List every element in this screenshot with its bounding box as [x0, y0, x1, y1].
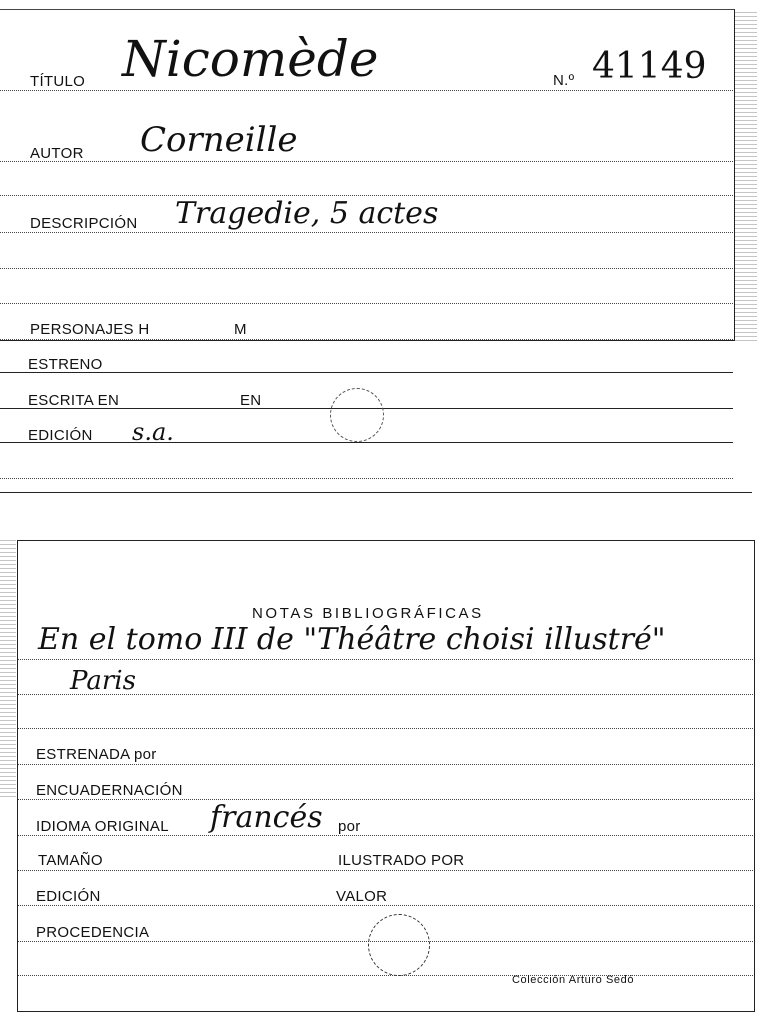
numero-value: 41149	[592, 46, 707, 87]
line-note-3	[18, 728, 753, 729]
titulo-value: Nicomède	[122, 30, 379, 88]
numero-label: N.º	[553, 72, 575, 89]
line-blank-4	[0, 478, 733, 479]
personajes-label: PERSONAJES H	[30, 321, 150, 338]
estreno-label: ESTRENO	[28, 356, 103, 373]
ink-stamp-mark	[330, 388, 384, 442]
edicion-back-label: EDICIÓN	[36, 888, 101, 905]
line-descripcion	[0, 232, 733, 233]
descripcion-value: Tragedie, 5 actes	[175, 196, 439, 231]
line-edicion	[0, 442, 733, 443]
idioma-value: francés	[210, 800, 323, 835]
line-idioma	[18, 835, 753, 836]
ink-stamp-circle	[368, 914, 430, 976]
line-tamano	[18, 870, 753, 871]
idioma-por-label: por	[338, 818, 361, 835]
edicion-label: EDICIÓN	[28, 427, 93, 444]
personajes-m-label: M	[234, 321, 247, 338]
tamano-label: TAMAÑO	[38, 852, 103, 869]
line-blank-back	[18, 975, 753, 976]
notas-heading: NOTAS BIBLIOGRÁFICAS	[252, 605, 484, 622]
card-edge-speckle-left	[0, 540, 16, 800]
escrita-en-label: EN	[240, 392, 262, 409]
note-line-2: Paris	[70, 666, 136, 696]
line-estrenada	[18, 764, 753, 765]
titulo-label: TÍTULO	[30, 73, 86, 90]
valor-label: VALOR	[336, 888, 388, 905]
line-blank-2	[0, 268, 733, 269]
encuadernacion-label: ENCUADERNACIÓN	[36, 782, 183, 799]
line-estreno	[0, 372, 733, 373]
ilustrado-label: ILUSTRADO POR	[338, 852, 465, 869]
autor-value: Corneille	[140, 120, 298, 160]
line-encuadernacion	[18, 799, 753, 800]
descripcion-label: DESCRIPCIÓN	[30, 215, 138, 232]
estrenada-label: ESTRENADA por	[36, 746, 157, 763]
escrita-label: ESCRITA EN	[28, 392, 120, 409]
line-blank-3	[0, 303, 733, 304]
line-titulo	[0, 90, 733, 91]
line-personajes	[0, 339, 733, 340]
note-line-1: En el tomo III de "Théâtre choisi illustré"	[38, 622, 666, 657]
line-autor	[0, 161, 733, 162]
autor-label: AUTOR	[30, 145, 84, 162]
procedencia-label: PROCEDENCIA	[36, 924, 150, 941]
card-front-bottom-edge	[0, 492, 752, 493]
card-edge-speckle	[735, 12, 757, 342]
line-edicion-back	[18, 905, 753, 906]
collection-footer: Colección Arturo Sedó	[512, 974, 635, 986]
line-note-1	[18, 659, 753, 660]
idioma-label: IDIOMA ORIGINAL	[36, 818, 169, 835]
edicion-value: s.a.	[132, 418, 174, 446]
